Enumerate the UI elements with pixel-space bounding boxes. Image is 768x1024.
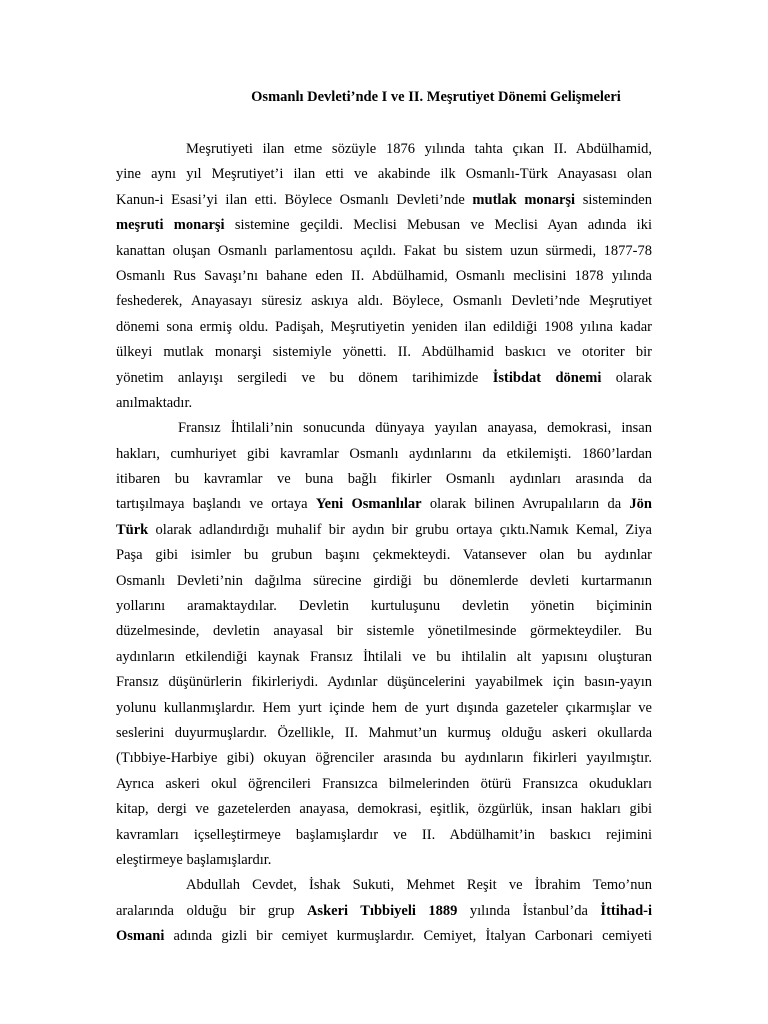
- text: Meşrutiyeti ilan etme sözüyle 1876 yılında tahta çıkan II. Abdülhamid,: [186, 141, 652, 157]
- text: adında gizli bir cemiyet kurmuşlardır. Cemiyet, İtalyan Carbonari cemiyeti: [164, 928, 652, 945]
- paragraph-1-line-8: [116, 315, 652, 340]
- text: kanattan oluşan Osmanlı parlamentosu açıldı. Fakat bu sistem uzun sürmedi, 1877-78: [116, 242, 652, 259]
- paragraph-1-line-6: [116, 264, 652, 289]
- text: itibaren bu kavramlar ve buna bağlı fikirler Osmanlı aydınları arasında da: [116, 471, 652, 488]
- text: kavramları içselleştirmeye başlamışlardır ve II. Abdülhamit’in baskıcı rejimini: [116, 826, 652, 843]
- text: Fransız İhtilali’nin sonucunda dünyaya yayılan anayasa, demokrasi, insan: [178, 420, 652, 437]
- text: Ayrıca askeri okul öğrencileri Fransızca bilmelerinden ötürü Fransızca okudukları: [116, 775, 652, 792]
- paragraph-2-line-18: [116, 848, 652, 873]
- paragraph-1-line-10: [116, 366, 652, 391]
- paragraph-1-line-9: [116, 340, 652, 365]
- bold-term-istibdat-donemi: İstibdat dönemi: [492, 369, 602, 386]
- bold-term-yeni-osmanlilar: Yeni Osmanlılar: [315, 496, 422, 513]
- paragraph-1-line-7: [116, 289, 652, 314]
- paragraph-2-line-16: [116, 797, 652, 822]
- text: olarak bilinen Avrupalıların da: [421, 496, 630, 513]
- paragraph-1-line-4: [116, 213, 652, 238]
- paragraph-2-line-13: [116, 721, 652, 746]
- text: tartışılmaya başlandı ve ortaya: [116, 496, 316, 513]
- paragraph-2-line-9: [116, 619, 652, 644]
- text: aydınların etkilendiği kaynak Fransız İhtilali ve bu ihtilalin alt yapısını oluşturan: [116, 648, 652, 665]
- bold-term-turk: Türk: [116, 521, 149, 538]
- bold-term-ittihad-i: İttihad-i: [600, 902, 652, 919]
- text: yılında İstanbul’da: [457, 902, 601, 919]
- paragraph-2-line-17: [116, 823, 652, 848]
- paragraph-2-line-12: [116, 696, 652, 721]
- text: Paşa gibi isimler bu grubun başını çekmekteydi. Vatansever olan bu aydınlar: [116, 547, 652, 564]
- paragraph-3-line-2: [116, 899, 652, 924]
- paragraph-2-line-4: [116, 492, 652, 517]
- paragraph-1-line-11: [116, 391, 652, 416]
- paragraph-1-line-3: [116, 188, 652, 213]
- paragraph-2-line-1: [116, 416, 652, 441]
- text: feshederek, Anayasayı süresiz askıya aldı. Böylece, Osmanlı Devleti’nde Meşrutiyet: [116, 293, 652, 310]
- paragraph-2-line-2: [116, 442, 652, 467]
- text: eleştirmeye başlamışlardır.: [116, 851, 272, 868]
- text: olarak: [601, 369, 652, 386]
- paragraph-3-line-3: [116, 924, 652, 949]
- text: hakları, cumhuriyet gibi kavramlar Osmanlı aydınlarını da etkilemişti. 1860’lardan: [116, 445, 652, 462]
- bold-term-mutlak-monarsi: mutlak monarşi: [472, 191, 576, 208]
- text: olarak adlandırdığı muhalif bir aydın bir grubu ortaya çıktı.Namık Kemal, Ziya: [148, 521, 652, 538]
- paragraph-2-line-3: [116, 467, 652, 492]
- text: (Tıbbiye-Harbiye gibi) okuyan öğrenciler arasında bu aydınların fikirleri yayılmıştır.: [116, 750, 652, 767]
- text: dönemi sona ermiş oldu. Padişah, Meşrutiyetin yeniden ilan edildiği 1908 yılına kadar: [116, 318, 652, 335]
- text: düzelmesinde, devletin anayasal bir sistemle yönetilmesinde görmekteydiler. Bu: [116, 623, 652, 640]
- paragraph-1-line-1: [116, 137, 652, 162]
- text: aralarında olduğu bir grup: [116, 902, 307, 919]
- text: yönetim anlayışı sergiledi ve bu dönem tarihimizde: [116, 369, 493, 386]
- document-title: Osmanlı Devleti’nde I ve II. Meşrutiyet Dönemi Gelişmeleri: [251, 89, 621, 105]
- text: Fransız düşünürlerin fikirleriydi. Aydınlar düşüncelerini yayabilmek için basın-yayın: [116, 674, 652, 691]
- bold-term-askeri-tibbiyeli: Askeri Tıbbiyeli 1889: [306, 902, 458, 919]
- paragraph-2-line-7: [116, 569, 652, 594]
- text: sisteminden: [575, 191, 652, 208]
- paragraph-2-line-5: [116, 518, 652, 543]
- text: yollarını aramaktaydılar. Devletin kurtuluşunu devletin yönetin biçiminin: [116, 598, 652, 615]
- text: yine aynı yıl Meşrutiyet’i ilan etti ve akabinde ilk Osmanlı-Türk Anayasası olan: [116, 166, 652, 183]
- paragraph-2-line-8: [116, 594, 652, 619]
- bold-term-mesruti-monarsi: meşruti monarşi: [116, 217, 225, 234]
- text: anılmaktadır.: [116, 394, 193, 411]
- text: kitap, dergi ve gazetelerden anayasa, demokrasi, eşitlik, özgürlük, insan hakları gibi: [116, 801, 652, 818]
- text: Kanun-i Esasi’yi ilan etti. Böylece Osmanlı Devleti’nde: [116, 191, 473, 208]
- paragraph-2-line-14: [116, 746, 652, 771]
- paragraph-1-line-2: [116, 162, 652, 187]
- text: ülkeyi mutlak monarşi sistemiyle yönetti. II. Abdülhamid baskıcı ve otoriter bir: [116, 344, 652, 361]
- bold-term-jon: Jön: [629, 496, 652, 513]
- text: sistemine geçildi. Meclisi Mebusan ve Meclisi Ayan adında iki: [224, 217, 652, 234]
- paragraph-2-line-10: [116, 645, 652, 670]
- text: Abdullah Cevdet, İshak Sukuti, Mehmet Reşit ve İbrahim Temo’nun: [186, 877, 652, 894]
- paragraph-3-line-1: [116, 873, 652, 898]
- bold-term-osmani: Osmani: [116, 928, 165, 945]
- document-body: [116, 137, 652, 950]
- paragraph-1-line-5: [116, 239, 652, 264]
- text: yolunu kullanmışlardır. Hem yurt içinde hem de yurt dışında gazeteler çıkarmışlar ve: [116, 699, 652, 716]
- paragraph-2-line-15: [116, 772, 652, 797]
- paragraph-2-line-6: [116, 543, 652, 568]
- paragraph-2-line-11: [116, 670, 652, 695]
- text: seslerini duyurmuşlardır. Özellikle, II. Mahmut’un kurmuş olduğu askeri okullarda: [116, 724, 652, 741]
- text: Osmanlı Devleti’nin dağılma sürecine girdiği bu dönemlerde devleti kurtarmanın: [116, 572, 652, 589]
- text: Osmanlı Rus Savaşı’nı bahane eden II. Abdülhamid, Osmanlı meclisini 1878 yılında: [116, 267, 652, 284]
